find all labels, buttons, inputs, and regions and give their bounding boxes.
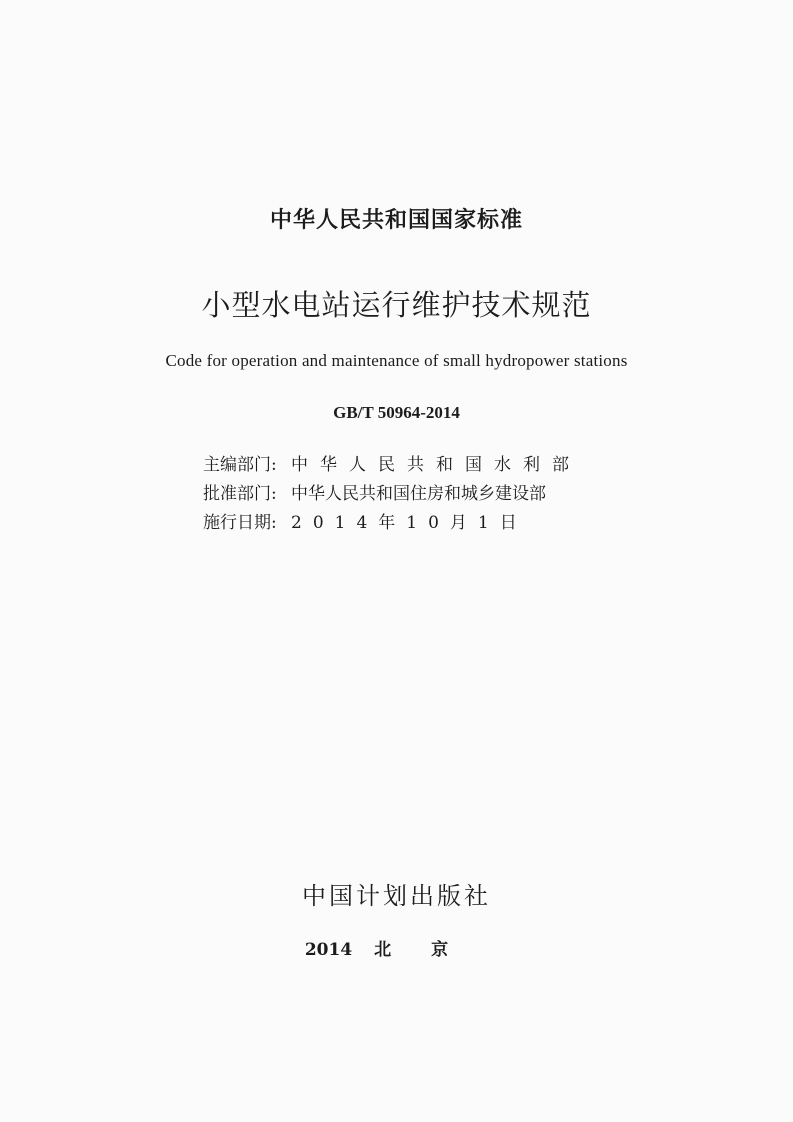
info-block [203, 451, 581, 538]
approver-label: 批准部门: [203, 484, 277, 504]
editor-row [203, 451, 581, 480]
title-chinese: 小型水电站运行维护技术规范 [201, 288, 592, 322]
editor-value: 中华人民共和国水利部 [291, 455, 581, 475]
publisher: 中国计划出版社 [302, 882, 491, 910]
publication-city: 北京 [374, 940, 489, 960]
standard-category: 中华人民共和国国家标准 [269, 208, 523, 233]
editor-label: 主编部门: [203, 455, 277, 475]
approver-value: 中华人民共和国住房和城乡建设部 [291, 484, 546, 504]
effective-date-label: 施行日期: [203, 513, 277, 533]
standard-number: GB/T 50964-2014 [333, 403, 460, 422]
effective-date-row [203, 509, 581, 538]
effective-date-value: 2014年10月1日 [291, 513, 528, 533]
approver-row [203, 480, 581, 509]
publication-year: 2014 [304, 940, 353, 960]
title-english: Code for operation and maintenance of small hydropower stations [165, 351, 628, 370]
publication-place [0, 935, 793, 960]
